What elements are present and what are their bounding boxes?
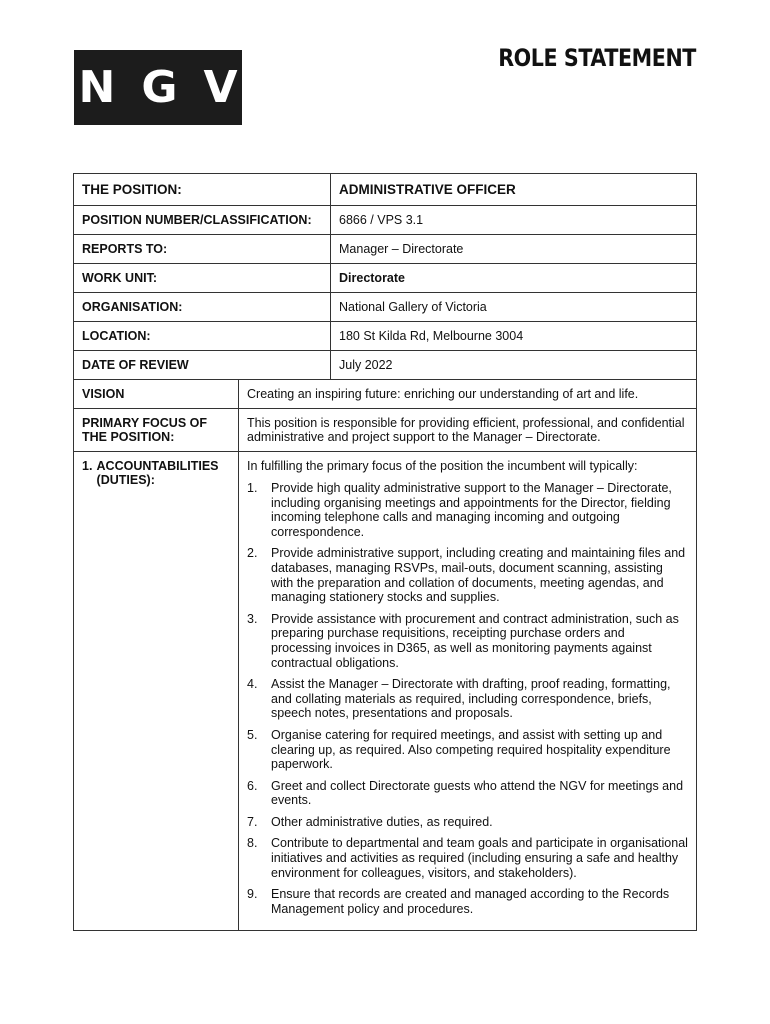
duty-item: [247, 815, 688, 830]
accountabilities-intro: In fulfilling the primary focus of the position the incumbent will typically:: [247, 459, 638, 473]
duty-item: [247, 612, 688, 670]
focus-label: PRIMARY FOCUS OF THE POSITION:: [74, 409, 239, 451]
document-title: ROLE STATEMENT: [498, 44, 696, 72]
duty-text: Provide high quality administrative support to the Manager – Directorate, including organising meetings and appointments for the Director, fielding incoming telephone calls and managing incoming and outgoing correspondence.: [271, 481, 672, 539]
vision-value: Creating an inspiring future: enriching our understanding of art and life.: [247, 387, 639, 401]
row-review: [74, 350, 696, 379]
accountabilities-label-cell: [74, 452, 239, 930]
duty-text: Provide administrative support, including creating and maintaining files and databases, managing RSVPs, mail-outs, document scanning, assisting with the preparation and collation of documents, meeting agendas, and managing stationery stocks and supplies.: [271, 546, 686, 605]
duty-item: [247, 887, 688, 916]
row-accountabilities: [74, 451, 696, 930]
row-reports: [74, 234, 696, 263]
unit-value: Directorate: [339, 271, 405, 285]
duty-item: [247, 481, 688, 539]
duty-item: [247, 728, 688, 772]
duty-number: 4.: [247, 677, 258, 692]
duty-number: 2.: [247, 546, 258, 561]
number-value: 6866 / VPS 3.1: [339, 213, 424, 227]
number-label: POSITION NUMBER/CLASSIFICATION:: [74, 206, 331, 234]
duty-number: 7.: [247, 814, 258, 829]
row-vision: [74, 379, 696, 408]
duty-text: Provide assistance with procurement and contract administration, such as preparing purchase requisitions, receipting purchase orders and processing invoices in D365, as well as monitoring payments against contractual obligations.: [271, 611, 679, 670]
row-unit: [74, 263, 696, 292]
ngv-logo: [74, 50, 264, 125]
duty-number: 6.: [247, 778, 258, 793]
duty-text: Greet and collect Directorate guests who attend the NGV for meetings and events.: [271, 778, 684, 808]
duty-text: Contribute to departmental and team goals and participate in organisational initiatives and activities as required (including ensuring a safe and healthy environment for colleagues, visitors, and stakeholders).: [271, 836, 688, 880]
row-position: [74, 174, 696, 205]
duty-item: [247, 836, 688, 880]
location-label: LOCATION:: [74, 322, 331, 350]
role-table: [73, 173, 697, 931]
focus-value: This position is responsible for providing efficient, professional, and confidential administrative and project support to the Manager – Directorate.: [247, 416, 685, 444]
review-value: July 2022: [339, 358, 393, 372]
unit-label: WORK UNIT:: [74, 264, 331, 292]
duty-number: 1.: [247, 481, 258, 495]
duty-number: 9.: [247, 887, 258, 902]
org-value: National Gallery of Victoria: [339, 300, 487, 314]
row-org: [74, 292, 696, 321]
position-label: THE POSITION:: [74, 174, 331, 205]
org-label: ORGANISATION:: [74, 293, 331, 321]
duty-item: [247, 546, 688, 604]
duty-text: Ensure that records are created and managed according to the Records Management policy and procedures.: [271, 887, 670, 916]
duty-text: Assist the Manager – Directorate with drafting, proof reading, formatting, and collating materials as required, including correspondence, briefs, speech notes, presentations and proposals.: [271, 677, 671, 721]
accountabilities-label: ACCOUNTABILITIES (DUTIES):: [96, 459, 219, 487]
duty-number: 5.: [247, 727, 258, 742]
row-focus: [74, 408, 696, 451]
accountabilities-content: [239, 452, 696, 930]
row-location: [74, 321, 696, 350]
reports-value: Manager – Directorate: [339, 242, 464, 256]
row-number: [74, 205, 696, 234]
position-value: ADMINISTRATIVE OFFICER: [339, 182, 516, 197]
duty-number: 8.: [247, 836, 258, 851]
duty-item: [247, 677, 688, 721]
duty-item: [247, 779, 688, 808]
duty-text: Other administrative duties, as required.: [271, 814, 493, 829]
duties-list: [247, 481, 688, 916]
duty-text: Organise catering for required meetings, and assist with setting up and clearing up, as required. Also competing required hospitality expenditure paperwork.: [271, 727, 671, 772]
reports-label: REPORTS TO:: [74, 235, 331, 263]
review-label: DATE OF REVIEW: [74, 351, 331, 379]
accountabilities-number: 1.: [82, 459, 93, 473]
location-value: 180 St Kilda Rd, Melbourne 3004: [339, 329, 524, 343]
vision-label: VISION: [74, 380, 239, 408]
duty-number: 3.: [247, 611, 258, 626]
logo-text: NGV: [78, 62, 264, 113]
